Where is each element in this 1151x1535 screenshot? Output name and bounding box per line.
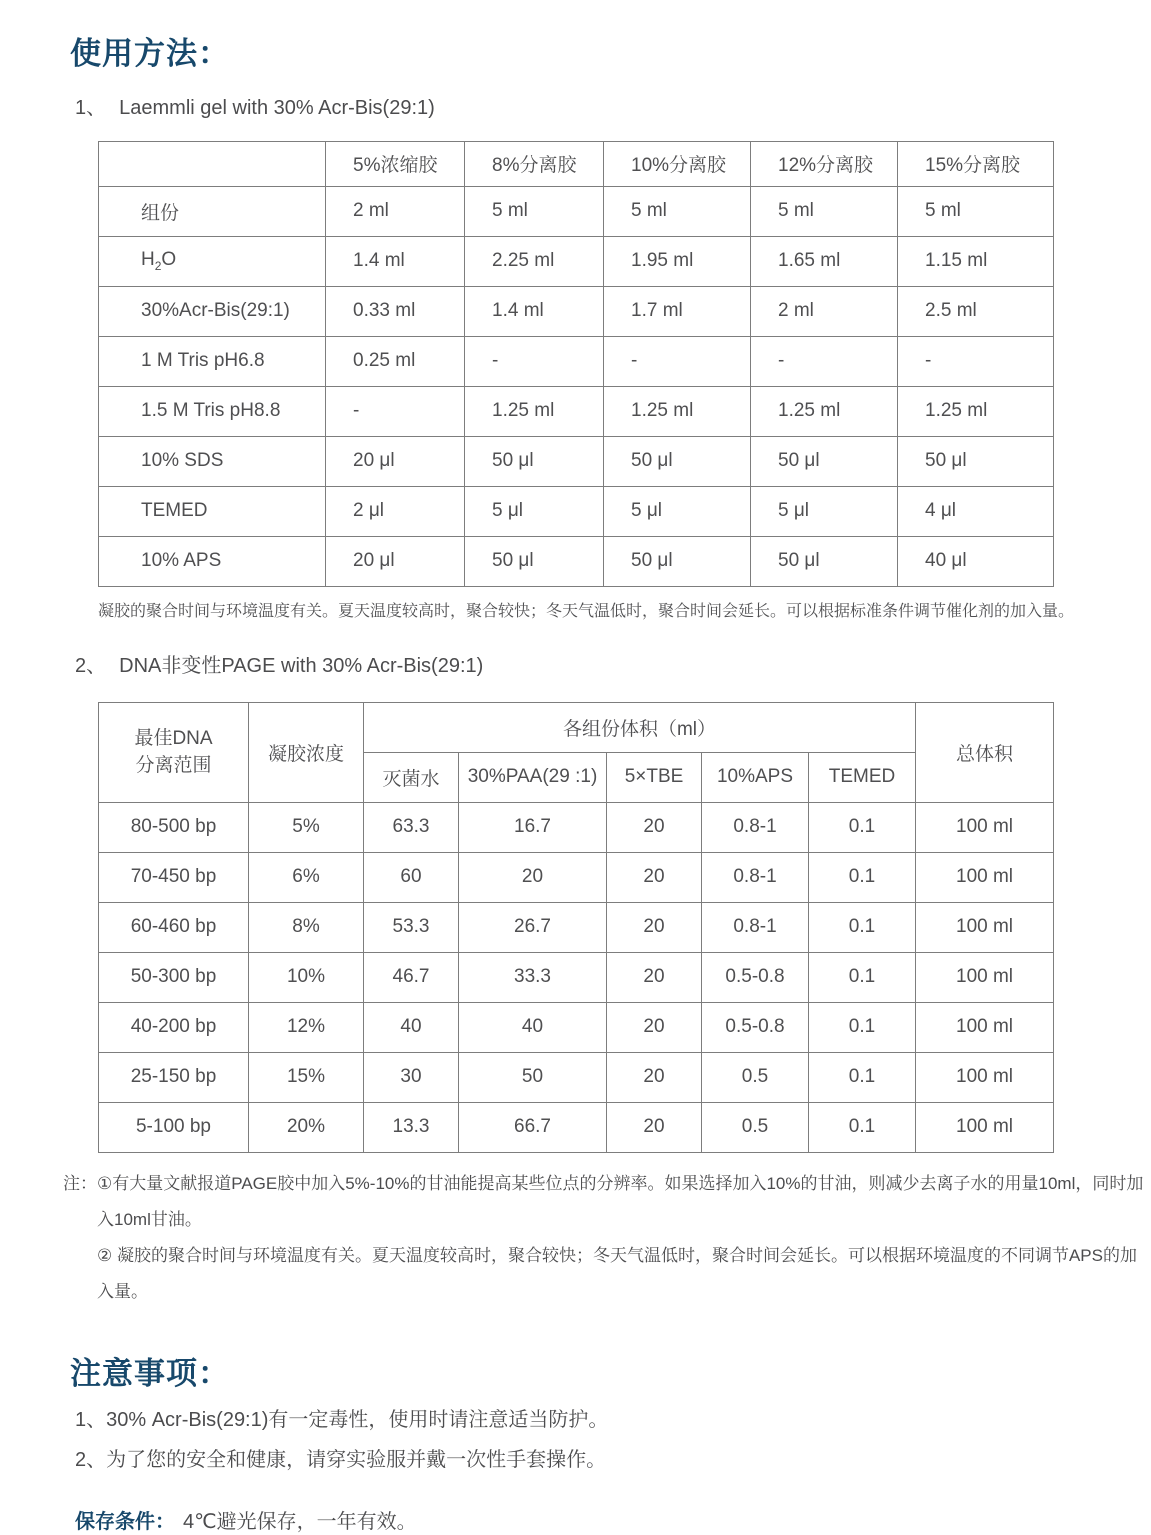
value-cell: 50 μl	[465, 536, 604, 586]
value-cell: 50 μl	[751, 436, 898, 486]
usage-item-2	[75, 653, 1151, 679]
header-cell: 10%APS	[702, 752, 809, 802]
storage-text: 4℃避光保存，一年有效。	[183, 1511, 417, 1534]
table-row	[99, 952, 1054, 1002]
storage-label: 保存条件：	[75, 1511, 175, 1534]
precaution-item-1	[75, 1407, 1151, 1433]
value-cell: 0.5-0.8	[702, 1002, 809, 1052]
table-row	[99, 902, 1054, 952]
value-cell: 30	[364, 1052, 459, 1102]
total-cell: 100 ml	[916, 1102, 1054, 1152]
table-row	[99, 852, 1054, 902]
value-cell: 66.7	[459, 1102, 607, 1152]
range-cell: 25-150 bp	[99, 1052, 249, 1102]
value-cell: 5 ml	[751, 186, 898, 236]
note-line-2: ② 凝胶的聚合时间与环境温度有关。夏天温度较高时，聚合较快；冬天气温低时，聚合时间会延长。可以根据环境温度的不同调节APS的加入量。	[97, 1245, 1137, 1301]
conc-cell: 5%	[249, 802, 364, 852]
table2-notes	[63, 1166, 1151, 1310]
usage-item-1	[75, 95, 1151, 121]
value-cell: 40	[459, 1002, 607, 1052]
item-number: 2、	[75, 654, 107, 677]
value-cell: 20	[607, 902, 702, 952]
item-number: 1、	[75, 96, 107, 119]
row-label-cell: $H_2O$	[99, 236, 326, 286]
item-text: 为了您的安全和健康，请穿实验服并戴一次性手套操作。	[106, 1449, 607, 1472]
value-cell: 5 μl	[465, 486, 604, 536]
value-cell: 20	[607, 802, 702, 852]
table-row	[99, 436, 1054, 486]
row-label-cell: 1.5 M Tris pH8.8	[99, 386, 326, 436]
total-cell: 100 ml	[916, 1052, 1054, 1102]
range-cell: 5-100 bp	[99, 1102, 249, 1152]
value-cell: 0.1	[809, 1102, 916, 1152]
value-cell: 50 μl	[898, 436, 1054, 486]
notes-body	[97, 1166, 1151, 1310]
value-cell: 2.5 ml	[898, 286, 1054, 336]
table-header-row	[99, 702, 1054, 752]
value-cell: 0.8-1	[702, 902, 809, 952]
table-row	[99, 286, 1054, 336]
row-label-cell: 10% APS	[99, 536, 326, 586]
note-line-1: ①有大量文献报道PAGE胶中加入5%-10%的甘油能提高某些位点的分辨率。如果选择加入10%的甘油，则减少去离子水的用量10ml，同时加入10ml甘油。	[97, 1173, 1144, 1229]
table-row	[99, 1102, 1054, 1152]
row-label-cell: 30%Acr-Bis(29:1)	[99, 286, 326, 336]
value-cell: 1.95 ml	[604, 236, 751, 286]
value-cell: 0.1	[809, 802, 916, 852]
value-cell: 1.7 ml	[604, 286, 751, 336]
value-cell: 0.8-1	[702, 802, 809, 852]
value-cell: 46.7	[364, 952, 459, 1002]
header-cell: 最佳DNA 分离范围	[99, 702, 249, 802]
value-cell: 50 μl	[604, 436, 751, 486]
value-cell: -	[326, 386, 465, 436]
value-cell: 20	[607, 1102, 702, 1152]
header-cell: 总体积	[916, 702, 1054, 802]
item-number: 2、	[75, 1449, 107, 1472]
usage-section-title: 使用方法：	[70, 36, 230, 71]
value-cell: 0.1	[809, 852, 916, 902]
value-cell: 1.25 ml	[751, 386, 898, 436]
table-row	[99, 386, 1054, 436]
item-text: 30% Acr-Bis(29:1)有一定毒性，使用时请注意适当防护。	[106, 1409, 609, 1432]
value-cell: 5 ml	[604, 186, 751, 236]
table-row	[99, 536, 1054, 586]
total-cell: 100 ml	[916, 952, 1054, 1002]
value-cell: 2 μl	[326, 486, 465, 536]
header-group-cell: 各组份体积（ml）	[364, 702, 916, 752]
header-cell: 凝胶浓度	[249, 702, 364, 802]
value-cell: 4 μl	[898, 486, 1054, 536]
header-cell: 30%PAA(29 :1)	[459, 752, 607, 802]
value-cell: 1.25 ml	[465, 386, 604, 436]
header-cell: 5%浓缩胶	[326, 141, 465, 186]
table-row	[99, 236, 1054, 286]
range-cell: 60-460 bp	[99, 902, 249, 952]
conc-cell: 8%	[249, 902, 364, 952]
value-cell: 0.5-0.8	[702, 952, 809, 1002]
value-cell: 20	[459, 852, 607, 902]
header-cell: 15%分离胶	[898, 141, 1054, 186]
value-cell: 1.25 ml	[898, 386, 1054, 436]
table-row	[99, 486, 1054, 536]
value-cell: 20	[607, 1002, 702, 1052]
row-label-cell: 组份	[99, 186, 326, 236]
value-cell: 0.25 ml	[326, 336, 465, 386]
header-cell: 8%分离胶	[465, 141, 604, 186]
value-cell: 0.1	[809, 1052, 916, 1102]
header-cell: 10%分离胶	[604, 141, 751, 186]
value-cell: 20	[607, 952, 702, 1002]
value-cell: 5 ml	[898, 186, 1054, 236]
value-cell: 33.3	[459, 952, 607, 1002]
value-cell: 2 ml	[751, 286, 898, 336]
range-cell: 40-200 bp	[99, 1002, 249, 1052]
conc-cell: 15%	[249, 1052, 364, 1102]
table1-note: 凝胶的聚合时间与环境温度有关。夏天温度较高时，聚合较快；冬天气温低时，聚合时间会延长。可以根据标准条件调节催化剂的加入量。	[98, 602, 1075, 620]
precaution-item-2	[75, 1447, 1151, 1473]
header-cell: 12%分离胶	[751, 141, 898, 186]
value-cell: 0.1	[809, 952, 916, 1002]
range-cell: 80-500 bp	[99, 802, 249, 852]
row-label-cell: 10% SDS	[99, 436, 326, 486]
value-cell: 60	[364, 852, 459, 902]
value-cell: -	[465, 336, 604, 386]
empty-header-cell	[99, 141, 326, 186]
value-cell: 0.33 ml	[326, 286, 465, 336]
value-cell: 0.5	[702, 1052, 809, 1102]
value-cell: 2.25 ml	[465, 236, 604, 286]
value-cell: 20	[607, 852, 702, 902]
value-cell: 16.7	[459, 802, 607, 852]
notes-label: 注：	[63, 1173, 97, 1193]
value-cell: 53.3	[364, 902, 459, 952]
value-cell: 1.15 ml	[898, 236, 1054, 286]
value-cell: 50 μl	[604, 536, 751, 586]
value-cell: -	[751, 336, 898, 386]
table-header-row	[99, 141, 1054, 186]
precautions-section-title: 注意事项：	[70, 1355, 230, 1391]
total-cell: 100 ml	[916, 1002, 1054, 1052]
table-row	[99, 1002, 1054, 1052]
value-cell: 26.7	[459, 902, 607, 952]
value-cell: 63.3	[364, 802, 459, 852]
value-cell: 5 μl	[751, 486, 898, 536]
row-label-cell: TEMED	[99, 486, 326, 536]
laemmli-gel-table	[98, 141, 1054, 587]
table-row	[99, 1052, 1054, 1102]
value-cell: 0.1	[809, 902, 916, 952]
header-cell: 5×TBE	[607, 752, 702, 802]
value-cell: 40	[364, 1002, 459, 1052]
value-cell: 5 ml	[465, 186, 604, 236]
dna-page-table	[98, 702, 1054, 1153]
range-cell: 70-450 bp	[99, 852, 249, 902]
conc-cell: 10%	[249, 952, 364, 1002]
value-cell: 1.4 ml	[326, 236, 465, 286]
conc-cell: 6%	[249, 852, 364, 902]
item-number: 1、	[75, 1409, 107, 1432]
value-cell: 20	[607, 1052, 702, 1102]
storage-conditions	[75, 1509, 1151, 1535]
value-cell: 1.25 ml	[604, 386, 751, 436]
value-cell: 2 ml	[326, 186, 465, 236]
table-row	[99, 802, 1054, 852]
header-cell: 灭菌水	[364, 752, 459, 802]
value-cell: 50	[459, 1052, 607, 1102]
table-row	[99, 186, 1054, 236]
range-cell: 50-300 bp	[99, 952, 249, 1002]
value-cell: -	[898, 336, 1054, 386]
value-cell: 0.1	[809, 1002, 916, 1052]
value-cell: 5 μl	[604, 486, 751, 536]
row-label-cell: 1 M Tris pH6.8	[99, 336, 326, 386]
value-cell: 1.65 ml	[751, 236, 898, 286]
value-cell: 0.5	[702, 1102, 809, 1152]
value-cell: -	[604, 336, 751, 386]
value-cell: 50 μl	[465, 436, 604, 486]
item-text: Laemmli gel with 30% Acr-Bis(29:1)	[119, 96, 435, 119]
value-cell: 40 μl	[898, 536, 1054, 586]
total-cell: 100 ml	[916, 902, 1054, 952]
value-cell: 20 μl	[326, 536, 465, 586]
value-cell: 20 μl	[326, 436, 465, 486]
header-cell: TEMED	[809, 752, 916, 802]
table-row	[99, 336, 1054, 386]
conc-cell: 20%	[249, 1102, 364, 1152]
value-cell: 50 μl	[751, 536, 898, 586]
value-cell: 13.3	[364, 1102, 459, 1152]
value-cell: 1.4 ml	[465, 286, 604, 336]
total-cell: 100 ml	[916, 852, 1054, 902]
conc-cell: 12%	[249, 1002, 364, 1052]
total-cell: 100 ml	[916, 802, 1054, 852]
value-cell: 0.8-1	[702, 852, 809, 902]
item-text: DNA非变性PAGE with 30% Acr-Bis(29:1)	[119, 654, 484, 677]
